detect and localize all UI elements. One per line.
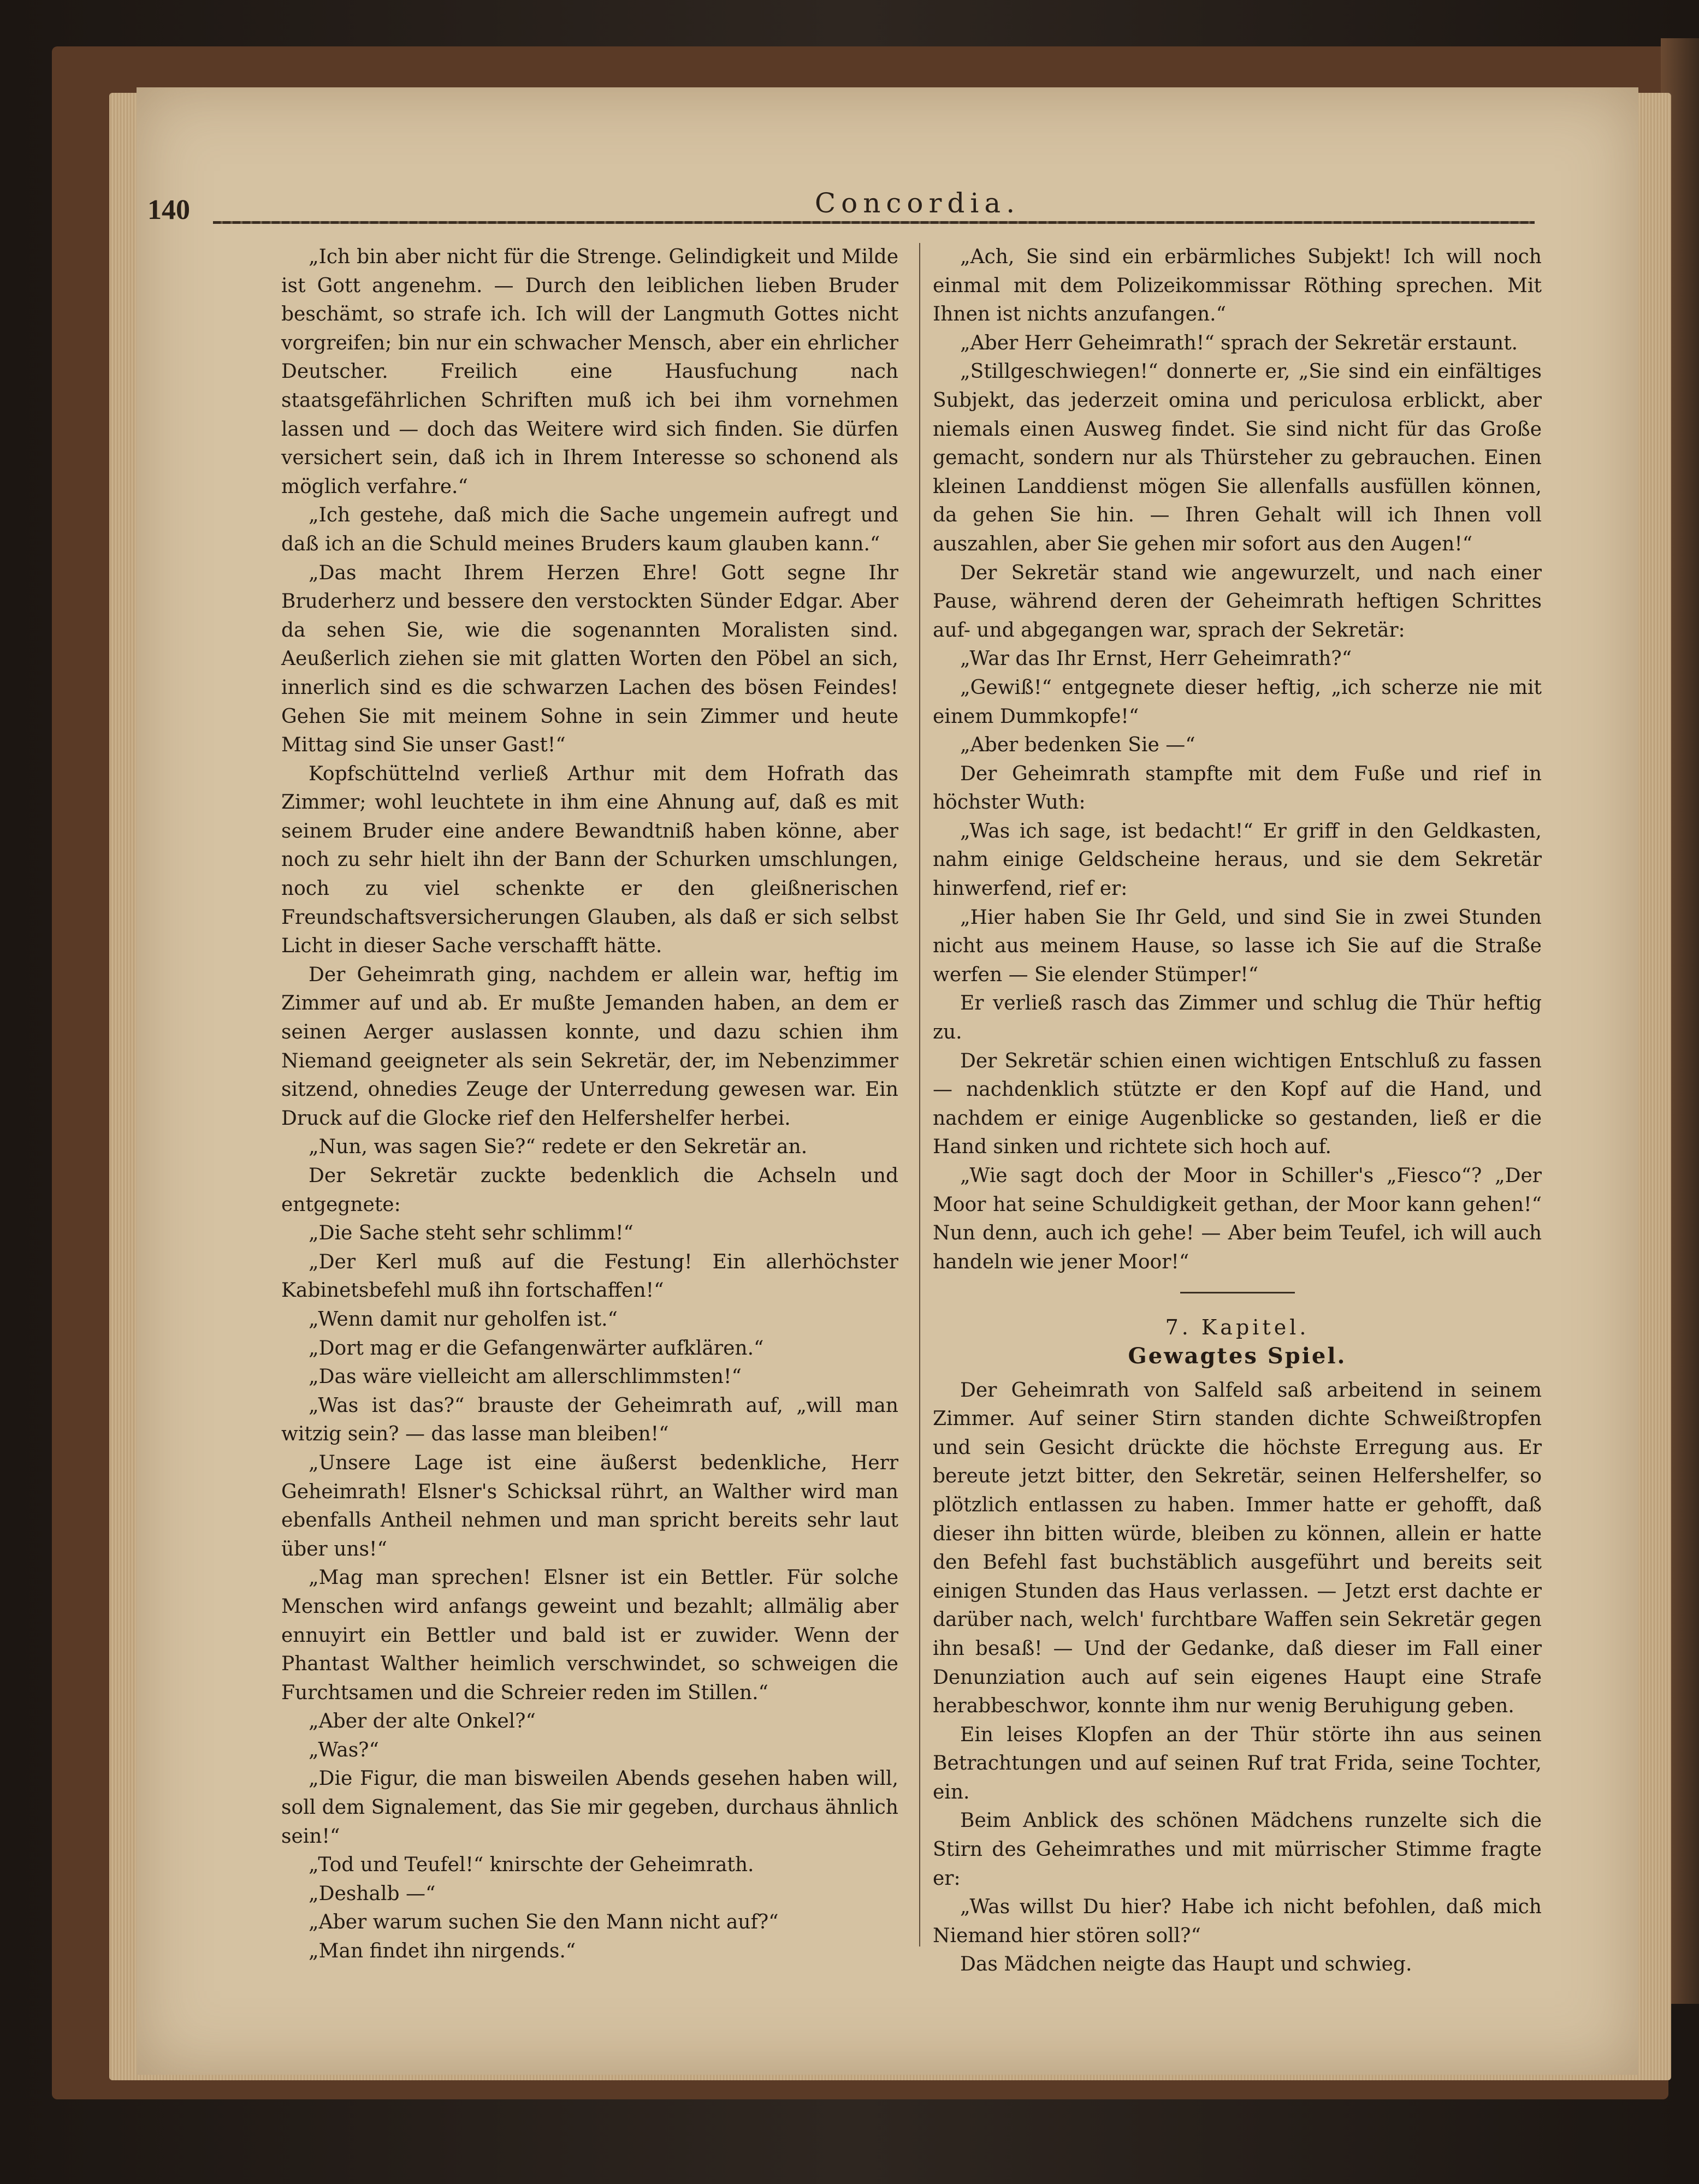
paragraph: Der Sekretär stand wie angewurzelt, und nach einer Pause, während deren der Geheimrath heftigen Schrittes auf- und abgegangen war, sprach der Sekretär:	[933, 561, 1542, 642]
paragraph: „Ich gestehe, daß mich die Sache ungemein aufregt und daß ich an die Schuld meines Bruders kaum glauben kann.“	[281, 504, 898, 555]
paragraph: „Der Kerl muß auf die Festung! Ein allerhöchster Kabinetsbefehl muß ihn fortschaffen!“	[281, 1250, 898, 1302]
paragraph: Der Sekretär schien einen wichtigen Entschluß zu fassen — nachdenklich stützte er den Kopf auf die Hand, und nachdem er einige Augenblicke so gestanden, ließ er die Hand sinken und richtete sich hoch auf.	[933, 1049, 1542, 1159]
paragraph: Er verließ rasch das Zimmer und schlug die Thür heftig zu.	[933, 992, 1542, 1044]
paragraph: „War das Ihr Ernst, Herr Geheimrath?“	[960, 648, 1352, 670]
paragraph: „Wenn damit nur geholfen ist.“	[309, 1308, 618, 1331]
paragraph: „Wie sagt doch der Moor in Schiller's „Fiesco“? „Der Moor hat seine Schuldigkeit gethan, der Moor kann gehen!“ Nun denn, auch ich gehe! — Aber beim Teufel, ich will auch handeln wie jener Moor!“	[933, 1165, 1542, 1273]
paragraph: „Aber der alte Onkel?“	[309, 1710, 536, 1733]
column-divider	[919, 243, 920, 1946]
paragraph: „Was ich sage, ist bedacht!“ Er griff in den Geldkasten, nahm einige Geldscheine heraus, und sie dem Sekretär hinwerfend, rief er:	[933, 820, 1542, 900]
paragraph: „Man findet ihn nirgends.“	[309, 1940, 576, 1963]
paragraph: „Unsere Lage ist eine äußerst bedenkliche, Herr Geheimrath! Elsner's Schicksal rührt, an Walther wird man ebenfalls Antheil nehmen und man spricht bereits sehr laut über uns!“	[281, 1451, 898, 1560]
paragraph: „Ach, Sie sind ein erbärmliches Subjekt! Ich will noch einmal mit dem Polizeikommissar Röthing sprechen. Mit Ihnen ist nichts anzufangen.“	[933, 246, 1542, 326]
chapter-title: Gewagtes Spiel.	[1128, 1343, 1347, 1369]
paragraph: „Die Sache steht sehr schlimm!“	[309, 1222, 634, 1245]
paragraph: „Tod und Teufel!“ knirschte der Geheimrath.	[309, 1854, 754, 1877]
running-head	[147, 177, 1535, 227]
paragraph: Der Geheimrath stampfte mit dem Fuße und rief in höchster Wuth:	[933, 762, 1542, 814]
left-column	[281, 243, 898, 1966]
paragraph: „Was ist das?“ brauste der Geheimrath auf, „will man witzig sein? — das lasse man bleiben!“	[281, 1394, 898, 1446]
journal-title: Concordia.	[814, 187, 1021, 219]
page-number: 140	[147, 194, 190, 225]
paragraph: Kopfschüttelnd verließ Arthur mit dem Hofrath das Zimmer; wohl leuchtete in ihm eine Ahnung auf, daß es mit seinem Bruder eine andere Bewandtniß haben könne, aber noch zu sehr hielt ihn der Bann der Schurken umschlungen, noch zu viel schenkte er den gleißnerischen Freundschaftsversicherungen Glauben, als daß er sich selbst Licht in dieser Sache verschafft hätte.	[281, 762, 898, 958]
paragraph: „Stillgeschwiegen!“ donnerte er, „Sie sind ein einfältiges Subjekt, das jederzeit omina und periculosa erblickt, aber niemals einen Ausweg findet. Sie sind nicht für das Große gemacht, sondern nur als Thürsteher zu gebrauchen. Einen kleinen Landdienst mögen Sie allenfalls ausfüllen können, da gehen Sie hin. — Ihren Gehalt will ich Ihnen voll auszahlen, aber Sie gehen mir sofort aus den Augen!“	[933, 360, 1542, 555]
paragraph: „Deshalb —“	[309, 1882, 436, 1905]
paragraph: „Das macht Ihrem Herzen Ehre! Gott segne Ihr Bruderherz und bessere den verstockten Sünder Edgar. Aber da sehen Sie, wie die sogenannten Moralisten sind. Aeußerlich ziehen sie mit glatten Worten den Pöbel an sich, innerlich sind es die schwarzen Lachen des bösen Feindes! Gehen Sie mit meinem Sohne in sein Zimmer und heute Mittag sind Sie unser Gast!“	[281, 561, 898, 757]
paragraph: „Was willst Du hier? Habe ich nicht befohlen, daß mich Niemand hier stören soll?“	[933, 1896, 1542, 1947]
paragraph: Beim Anblick des schönen Mädchens runzelte sich die Stirn des Geheimrathes und mit mürrischer Stimme fragte er:	[933, 1809, 1542, 1890]
paragraph: „Mag man sprechen! Elsner ist ein Bettler. Für solche Menschen wird anfangs geweint und bezahlt; allmälig aber ennuyirt ein Bettler und bald ist er zuwider. Wenn der Phantast Walther heimlich verschwindet, so schweigen die Furchtsamen und die Schreier reden im Stillen.“	[281, 1566, 898, 1704]
paragraph: „Nun, was sagen Sie?“ redete er den Sekretär an.	[309, 1136, 808, 1159]
paragraph: „Aber bedenken Sie —“	[960, 734, 1195, 757]
paragraph: „Gewiß!“ entgegnete dieser heftig, „ich scherze nie mit einem Dummkopfe!“	[933, 676, 1542, 728]
paragraph: „Ich bin aber nicht für die Strenge. Gelindigkeit und Milde ist Gott angenehm. — Durch den leiblichen lieben Bruder beschämt, so strafe ich. Ich will der Langmuth Gottes nicht vorgreifen; bin nur ein schwacher Mensch, aber ein ehrlicher Deutscher. Freilich eine Hausfuchung nach staatsgefährlichen Schriften muß ich bei ihm vornehmen lassen und — doch das Weitere wird sich finden. Sie dürfen versichert sein, daß ich in Ihrem Interesse so schonend als möglich verfahre.“	[281, 246, 898, 498]
paragraph: Der Geheimrath ging, nachdem er allein war, heftig im Zimmer auf und ab. Er mußte Jemanden haben, an dem er seinen Aerger auslassen konnte, und dazu schien ihm Niemand geeigneter als sein Sekretär, der, im Nebenzimmer sitzend, ohnedies Zeuge der Unterredung gewesen war. Ein Druck auf die Glocke rief den Helfershelfer herbei.	[281, 963, 898, 1130]
paragraph: „Aber warum suchen Sie den Mann nicht auf?“	[309, 1911, 779, 1934]
paragraph: Das Mädchen neigte das Haupt und schwieg.	[960, 1953, 1412, 1976]
paragraph: „Hier haben Sie Ihr Geld, und sind Sie in zwei Stunden nicht aus meinem Hause, so lasse ich Sie auf die Straße werfen — Sie elender Stümper!“	[933, 906, 1542, 986]
paragraph: Ein leises Klopfen an der Thür störte ihn aus seinen Betrachtungen und auf seinen Ruf trat Frida, seine Tochter, ein.	[933, 1723, 1542, 1803]
chapter-number: 7. Kapitel.	[1165, 1315, 1310, 1340]
chapter-separator-rule	[1180, 1292, 1295, 1293]
paragraph: „Die Figur, die man bisweilen Abends gesehen haben will, soll dem Signalement, das Sie mir gegeben, durchaus ähnlich sein!“	[281, 1767, 898, 1848]
header-rule	[213, 221, 1535, 224]
paragraph: Der Geheimrath von Salfeld saß arbeitend in seinem Zimmer. Auf seiner Stirn standen dichte Schweißtropfen und sein Gesicht drückte die höchste Erregung aus. Er bereute jetzt bitter, den Sekretär, seinen Helfershelfer, so plötzlich entlassen zu haben. Immer hatte er gehofft, daß dieser ihn bitten würde, bleiben zu können, allein er hatte den Befehl fast buchstäblich ausgeführt und bereits seit einigen Stunden das Haus verlassen. — Jetzt erst dachte er darüber nach, welch' furchtbare Waffen sein Sekretär gegen ihn besaß! — Und der Gedanke, daß dieser im Fall einer Denunziation auch auf sein eigenes Haupt eine Strafe herabbeschwor, konnte ihm nur wenig Beruhigung geben.	[933, 1379, 1542, 1718]
paragraph: Der Sekretär zuckte bedenklich die Achseln und entgegnete:	[281, 1165, 898, 1216]
paragraph: „Was?“	[309, 1738, 379, 1761]
paragraph: „Aber Herr Geheimrath!“ sprach der Sekretär erstaunt.	[960, 331, 1518, 354]
paragraph: „Dort mag er die Gefangenwärter aufklären.“	[309, 1337, 764, 1360]
paragraph: „Das wäre vielleicht am allerschlimmsten!“	[309, 1366, 742, 1388]
right-column	[933, 243, 1542, 1979]
